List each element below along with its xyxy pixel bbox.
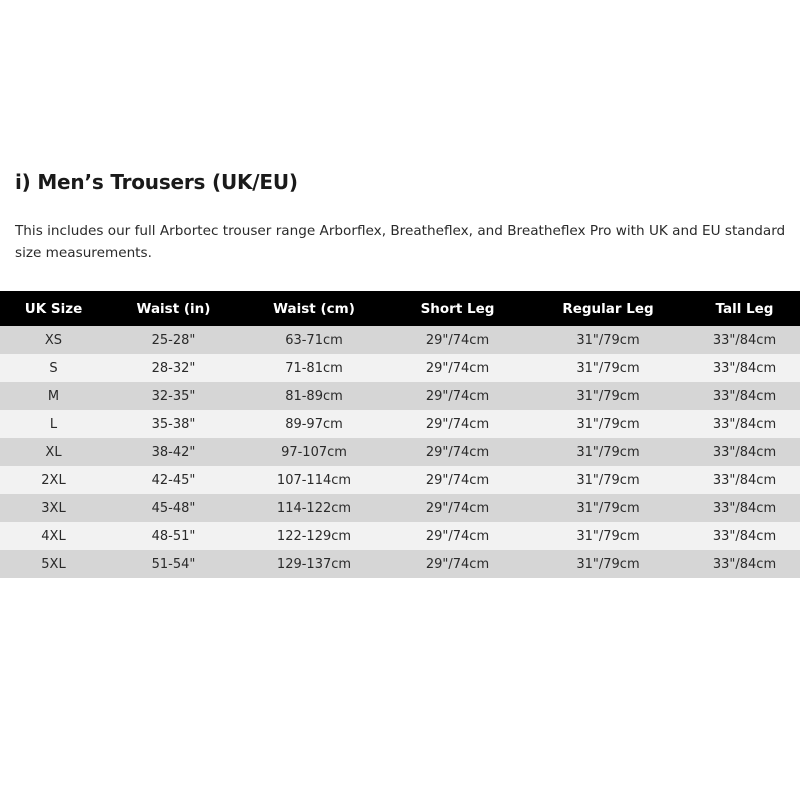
section-title: i) Men’s Trousers (UK/EU) <box>15 170 298 194</box>
cell-regular-leg: 31"/79cm <box>527 354 689 382</box>
table-row <box>0 550 800 578</box>
header-short-leg: Short Leg <box>388 291 527 326</box>
cell-uk-size: S <box>0 354 107 382</box>
cell-short-leg: 29"/74cm <box>388 354 527 382</box>
cell-uk-size: M <box>0 382 107 410</box>
cell-regular-leg: 31"/79cm <box>527 550 689 578</box>
cell-uk-size: 2XL <box>0 466 107 494</box>
cell-waist-in: 45-48" <box>107 494 240 522</box>
cell-waist-in: 28-32" <box>107 354 240 382</box>
cell-short-leg: 29"/74cm <box>388 494 527 522</box>
cell-waist-cm: 114-122cm <box>240 494 388 522</box>
cell-waist-cm: 81-89cm <box>240 382 388 410</box>
cell-waist-cm: 71-81cm <box>240 354 388 382</box>
cell-regular-leg: 31"/79cm <box>527 522 689 550</box>
trouser-size-table <box>0 291 800 578</box>
cell-waist-cm: 129-137cm <box>240 550 388 578</box>
header-tall-leg: Tall Leg <box>689 291 800 326</box>
cell-waist-cm: 107-114cm <box>240 466 388 494</box>
table-row <box>0 522 800 550</box>
cell-uk-size: XS <box>0 326 107 354</box>
cell-waist-in: 25-28" <box>107 326 240 354</box>
header-regular-leg: Regular Leg <box>527 291 689 326</box>
cell-waist-cm: 63-71cm <box>240 326 388 354</box>
cell-short-leg: 29"/74cm <box>388 466 527 494</box>
table-row <box>0 466 800 494</box>
cell-tall-leg: 33"/84cm <box>689 326 800 354</box>
cell-waist-in: 51-54" <box>107 550 240 578</box>
cell-uk-size: 3XL <box>0 494 107 522</box>
section-description: This includes our full Arbortec trouser range Arborflex, Breatheflex, and Breatheflex Pro with UK and EU standard size measurements. <box>15 223 786 261</box>
cell-short-leg: 29"/74cm <box>388 550 527 578</box>
cell-regular-leg: 31"/79cm <box>527 382 689 410</box>
cell-short-leg: 29"/74cm <box>388 382 527 410</box>
cell-uk-size: 4XL <box>0 522 107 550</box>
cell-short-leg: 29"/74cm <box>388 522 527 550</box>
cell-short-leg: 29"/74cm <box>388 326 527 354</box>
cell-tall-leg: 33"/84cm <box>689 522 800 550</box>
cell-short-leg: 29"/74cm <box>388 438 527 466</box>
cell-regular-leg: 31"/79cm <box>527 438 689 466</box>
cell-regular-leg: 31"/79cm <box>527 494 689 522</box>
cell-waist-cm: 97-107cm <box>240 438 388 466</box>
cell-tall-leg: 33"/84cm <box>689 494 800 522</box>
cell-uk-size: 5XL <box>0 550 107 578</box>
cell-waist-in: 32-35" <box>107 382 240 410</box>
table-header-row <box>0 291 800 326</box>
cell-tall-leg: 33"/84cm <box>689 382 800 410</box>
header-uk-size: UK Size <box>0 291 107 326</box>
table-row <box>0 326 800 354</box>
cell-regular-leg: 31"/79cm <box>527 466 689 494</box>
table-row <box>0 410 800 438</box>
cell-regular-leg: 31"/79cm <box>527 410 689 438</box>
cell-tall-leg: 33"/84cm <box>689 354 800 382</box>
header-waist-cm: Waist (cm) <box>240 291 388 326</box>
table-body <box>0 326 800 578</box>
cell-short-leg: 29"/74cm <box>388 410 527 438</box>
cell-waist-cm: 89-97cm <box>240 410 388 438</box>
cell-tall-leg: 33"/84cm <box>689 550 800 578</box>
cell-uk-size: L <box>0 410 107 438</box>
header-waist-in: Waist (in) <box>107 291 240 326</box>
cell-waist-in: 48-51" <box>107 522 240 550</box>
cell-uk-size: XL <box>0 438 107 466</box>
cell-tall-leg: 33"/84cm <box>689 410 800 438</box>
table-row <box>0 438 800 466</box>
cell-waist-in: 42-45" <box>107 466 240 494</box>
cell-regular-leg: 31"/79cm <box>527 326 689 354</box>
table-row <box>0 494 800 522</box>
cell-tall-leg: 33"/84cm <box>689 438 800 466</box>
cell-waist-in: 38-42" <box>107 438 240 466</box>
table-row <box>0 354 800 382</box>
cell-waist-in: 35-38" <box>107 410 240 438</box>
cell-tall-leg: 33"/84cm <box>689 466 800 494</box>
cell-waist-cm: 122-129cm <box>240 522 388 550</box>
table-row <box>0 382 800 410</box>
